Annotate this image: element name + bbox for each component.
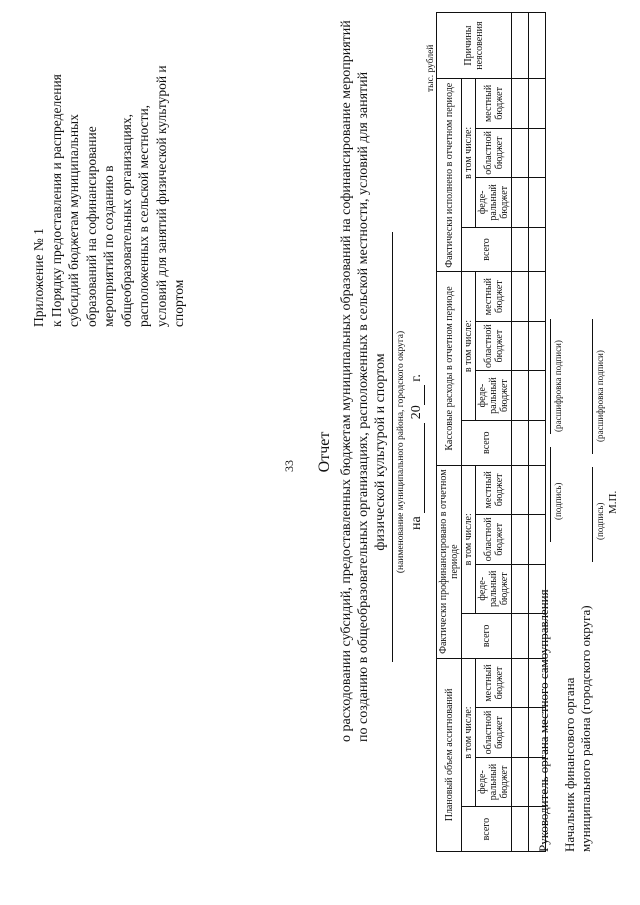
period-suffix: г. — [409, 374, 424, 382]
header-total: всего — [462, 614, 512, 659]
appendix-block — [30, 27, 188, 327]
header-including: в том числе: — [462, 272, 476, 420]
header-regional: областной бюджет — [476, 708, 512, 757]
head-local-label: Руководитель органа местного самоуправления — [536, 589, 551, 852]
signature-line — [550, 447, 551, 542]
appendix-line: Приложение № 1 — [31, 228, 46, 327]
year-blank — [412, 385, 425, 405]
header-local: местный бюджет — [476, 465, 512, 515]
header-total: всего — [462, 420, 512, 465]
header-federal: феде-ральный бюджет — [476, 371, 512, 420]
header-total: всего — [462, 807, 512, 852]
appendix-line: к Порядку предоставления и распределения — [48, 74, 64, 327]
signature-caption: (подпись) — [553, 482, 563, 520]
header-cash: Кассовые расходы в отчетном периоде — [437, 272, 462, 465]
page-number: 33 — [282, 460, 296, 472]
signature-caption: (подпись) — [595, 502, 605, 540]
header-local: местный бюджет — [476, 658, 512, 708]
subtitle-line: физической культурой и спортом — [373, 353, 388, 551]
period-blank — [412, 423, 425, 513]
header-executed: Фактически исполнено в отчетном периоде — [437, 79, 462, 272]
header-financed: Фактически профинансировано в отчетном периоде — [437, 465, 462, 658]
subtitle-line: о расходовании субсидий, предоставленных бюджетам муниципальных образований на софинансирование мероприятий — [339, 20, 354, 742]
appendix-line: мероприятий по созданию в — [101, 165, 116, 327]
report-period — [409, 12, 425, 892]
header-including: в том числе: — [462, 465, 476, 613]
rotated-page — [20, 12, 620, 892]
header-including: в том числе: — [462, 658, 476, 806]
municipality-caption: (наименование муниципального района, городского округа) — [396, 330, 406, 574]
appendix-line: расположенных в сельской местности, — [136, 104, 151, 327]
header-federal: феде-ральный бюджет — [476, 564, 512, 613]
header-federal: феде-ральный бюджет — [476, 757, 512, 806]
appendix-line: спортом — [171, 279, 186, 327]
report-title: Отчет — [316, 431, 333, 473]
header-planned: Плановый объем ассигнований — [437, 658, 462, 851]
header-local: местный бюджет — [476, 272, 512, 322]
signature-line — [592, 467, 593, 562]
appendix-line: субсидий бюджетам муниципальных — [66, 114, 81, 327]
header-regional: областной бюджет — [476, 515, 512, 564]
header-total: всего — [462, 227, 512, 272]
decode-caption: (расшифровка подписи) — [553, 340, 563, 432]
decode-caption: (расшифровка подписи) — [595, 350, 605, 442]
unit-label: тыс. рублей — [426, 44, 436, 92]
appendix-line: условий для занятий физической культурой и — [153, 65, 169, 327]
decode-line — [550, 319, 551, 434]
period-year-prefix: 20 — [409, 405, 424, 420]
head-finance-label-2: муниципального района (городского округа) — [578, 605, 593, 852]
appendix-line: общеобразовательных организациях, — [118, 113, 134, 327]
header-including: в том числе: — [462, 79, 476, 227]
appendix-line: образований на софинансирование — [83, 126, 99, 327]
period-prefix: на — [409, 516, 424, 530]
decode-line — [592, 319, 593, 454]
header-federal: феде-ральный бюджет — [476, 178, 512, 227]
header-regional: областной бюджет — [476, 321, 512, 370]
municipality-blank-line — [392, 232, 393, 662]
header-regional: областной бюджет — [476, 128, 512, 177]
header-local: местный бюджет — [476, 79, 512, 129]
report-table — [436, 12, 546, 852]
head-finance-label-1: Начальник финансового органа — [562, 677, 577, 852]
report-subtitle — [338, 20, 389, 742]
table-row — [512, 13, 529, 852]
header-reasons: Причины неясовения — [437, 13, 512, 79]
stamp-label: М.П. — [607, 490, 619, 514]
subtitle-line: по созданию в общеобразовательных организациях, расположенных в сельской местности, условий для занятий — [356, 71, 371, 742]
